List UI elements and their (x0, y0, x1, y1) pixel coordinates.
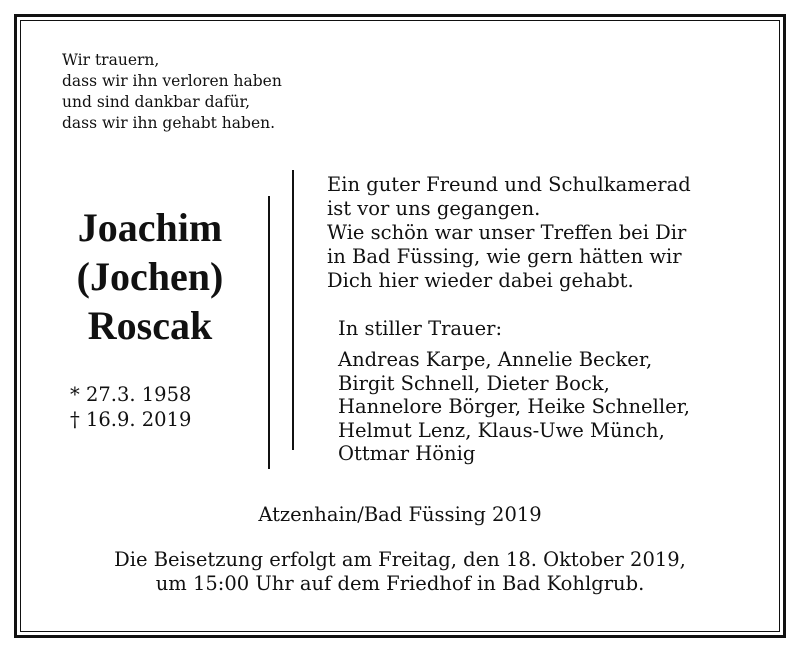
funeral-line: Die Beisetzung erfolgt am Freitag, den 18. Oktober 2019, (114, 548, 686, 571)
first-name: Joachim (77, 205, 223, 250)
birth-date: * 27.3. 1958 (70, 383, 192, 406)
death-date: † 16.9. 2019 (70, 408, 192, 431)
tribute-line: Ein guter Freund und Schulkamerad (327, 173, 691, 196)
tribute-line: ist vor uns gegangen. (327, 197, 541, 220)
mourners-line: Ottmar Hönig (338, 442, 476, 465)
motto-line: dass wir ihn gehabt haben. (62, 114, 276, 132)
tribute-text (327, 173, 691, 293)
tribute-line: in Bad Füssing, wie gern hätten wir (327, 245, 682, 268)
motto-line: und sind dankbar dafür, (62, 93, 251, 111)
motto-verse (62, 50, 282, 134)
mourning-label: In stiller Trauer: (338, 317, 503, 340)
divider-line-left (268, 196, 270, 469)
motto-line: dass wir ihn verloren haben (62, 72, 282, 90)
mourners-line: Birgit Schnell, Dieter Bock, (338, 371, 610, 395)
nickname: (Jochen) (76, 254, 224, 299)
last-name: Roscak (87, 303, 213, 348)
tribute-line: Dich hier wieder dabei gehabt. (327, 269, 634, 292)
mourners-line: Hannelore Börger, Heike Schneller, (338, 395, 690, 418)
life-dates (70, 382, 250, 432)
motto-line: Wir trauern, (62, 51, 160, 69)
funeral-notice (0, 548, 800, 596)
mourners-list (338, 348, 690, 466)
mourners-line: Andreas Karpe, Annelie Becker, (338, 348, 653, 371)
tribute-line: Wie schön war unser Treffen bei Dir (327, 221, 687, 244)
divider-line-right (292, 170, 294, 450)
mourners-line: Helmut Lenz, Klaus-Uwe Münch, (338, 418, 665, 442)
place-and-year: Atzenhain/Bad Füssing 2019 (258, 503, 542, 526)
funeral-line: um 15:00 Uhr auf dem Friedhof in Bad Kohlgrub. (155, 572, 645, 595)
deceased-name (40, 203, 260, 350)
